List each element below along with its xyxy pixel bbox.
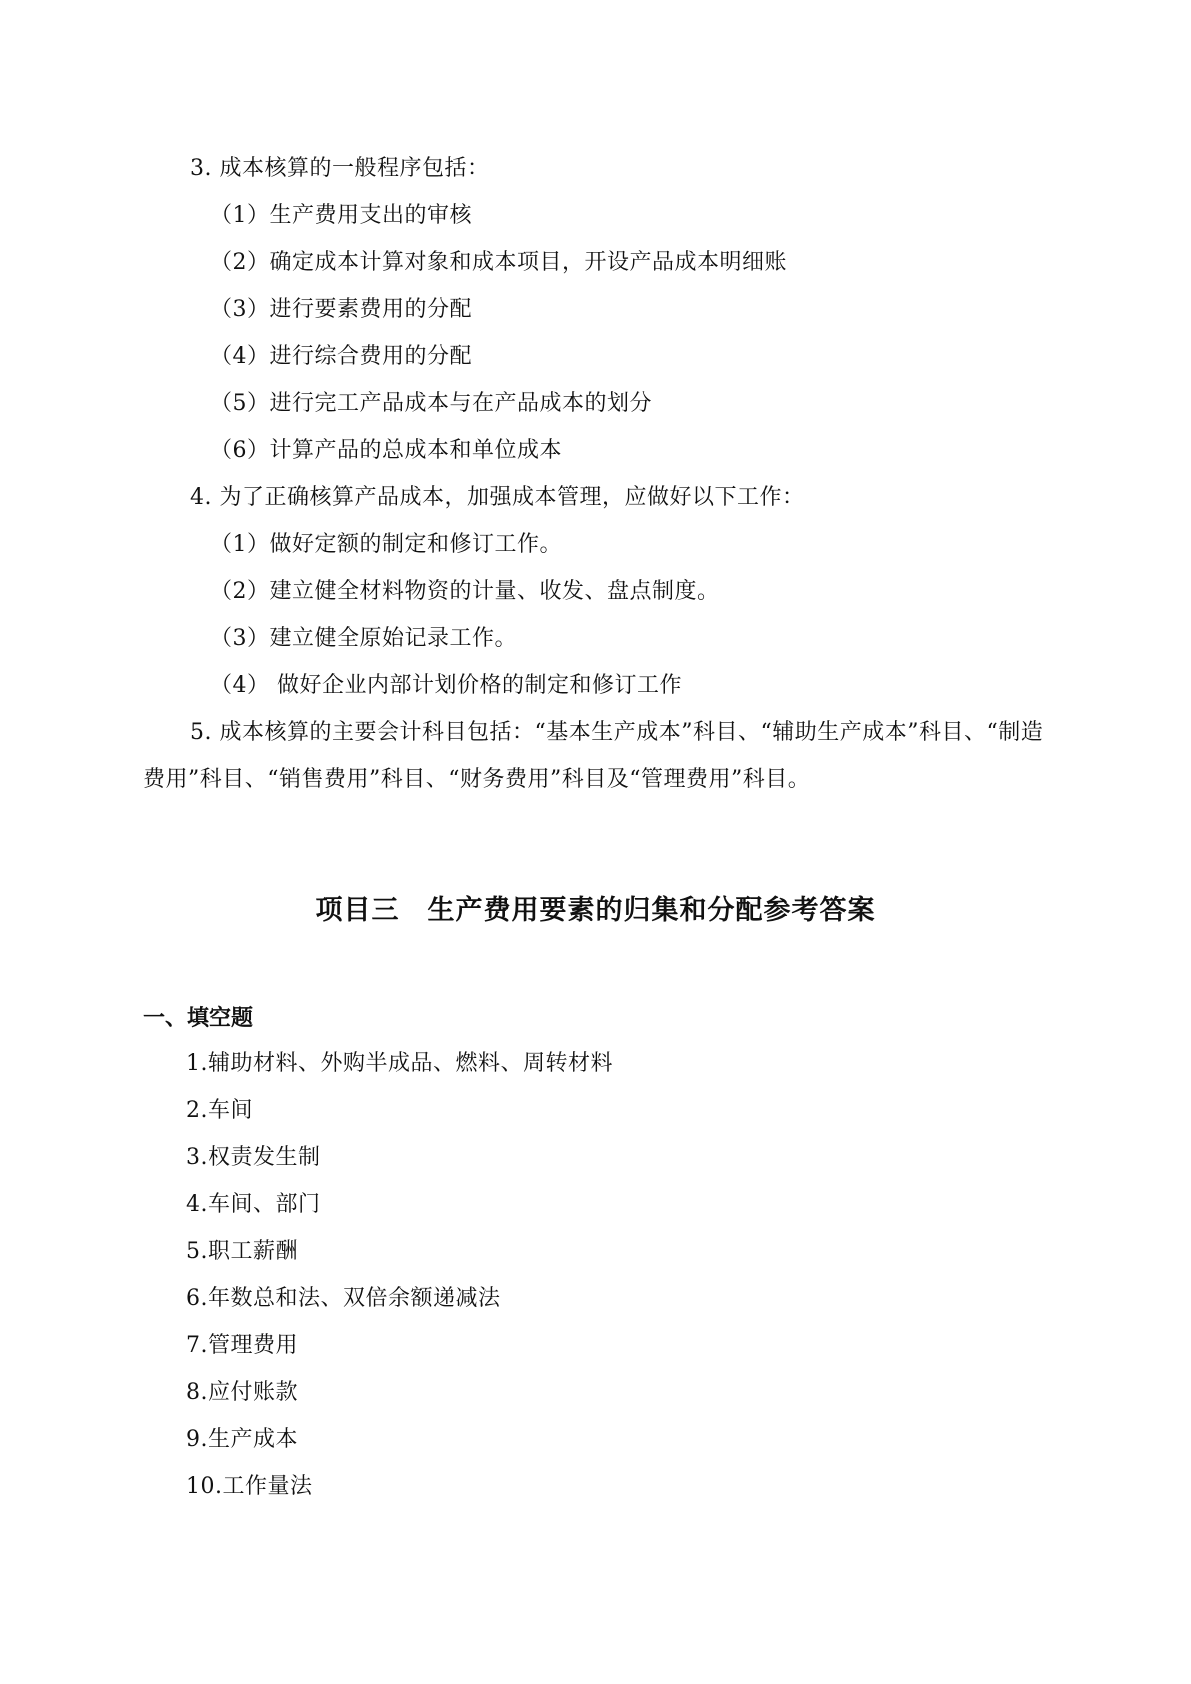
item3-step-5: （5）进行完工产品成本与在产品成本的划分 [210, 391, 652, 416]
item3-step-4: （4）进行综合费用的分配 [210, 344, 472, 369]
answer-6: 6.年数总和法、双倍余额递减法 [186, 1286, 501, 1311]
answer-7: 7.管理费用 [186, 1333, 298, 1358]
item4-intro: 4. 为了正确核算产品成本，加强成本管理，应做好以下工作： [190, 485, 805, 510]
item4-step-1: （1）做好定额的制定和修订工作。 [210, 532, 562, 557]
answer-1: 1.辅助材料、外购半成品、燃料、周转材料 [186, 1051, 613, 1076]
item4-step-4: （4） 做好企业内部计划价格的制定和修订工作 [210, 673, 682, 698]
answer-3: 3.权责发生制 [186, 1145, 321, 1170]
answer-8: 8.应付账款 [186, 1380, 298, 1405]
project-title: 项目三 生产费用要素的归集和分配参考答案 [315, 895, 876, 926]
answer-10: 10.工作量法 [186, 1474, 313, 1499]
item4-step-2: （2）建立健全材料物资的计量、收发、盘点制度。 [210, 579, 720, 604]
item5-line-1: 5. 成本核算的主要会计科目包括：“基本生产成本”科目、“辅助生产成本”科目、“制造 [190, 720, 1044, 745]
answer-9: 9.生产成本 [186, 1427, 298, 1452]
answer-2: 2.车间 [186, 1098, 253, 1123]
answer-4: 4.车间、部门 [186, 1192, 321, 1217]
item5-line-2: 费用”科目、“销售费用”科目、“财务费用”科目及“管理费用”科目。 [143, 767, 811, 792]
item4-step-3: （3）建立健全原始记录工作。 [210, 626, 517, 651]
answer-5: 5.职工薪酬 [186, 1239, 298, 1264]
item3-step-1: （1）生产费用支出的审核 [210, 203, 472, 228]
fill-blank-heading: 一、填空题 [143, 1006, 254, 1031]
item3-step-6: （6）计算产品的总成本和单位成本 [210, 438, 562, 463]
item3-step-2: （2）确定成本计算对象和成本项目，开设产品成本明细账 [210, 250, 787, 275]
item3-step-3: （3）进行要素费用的分配 [210, 297, 472, 322]
item3-intro: 3. 成本核算的一般程序包括： [190, 156, 490, 181]
